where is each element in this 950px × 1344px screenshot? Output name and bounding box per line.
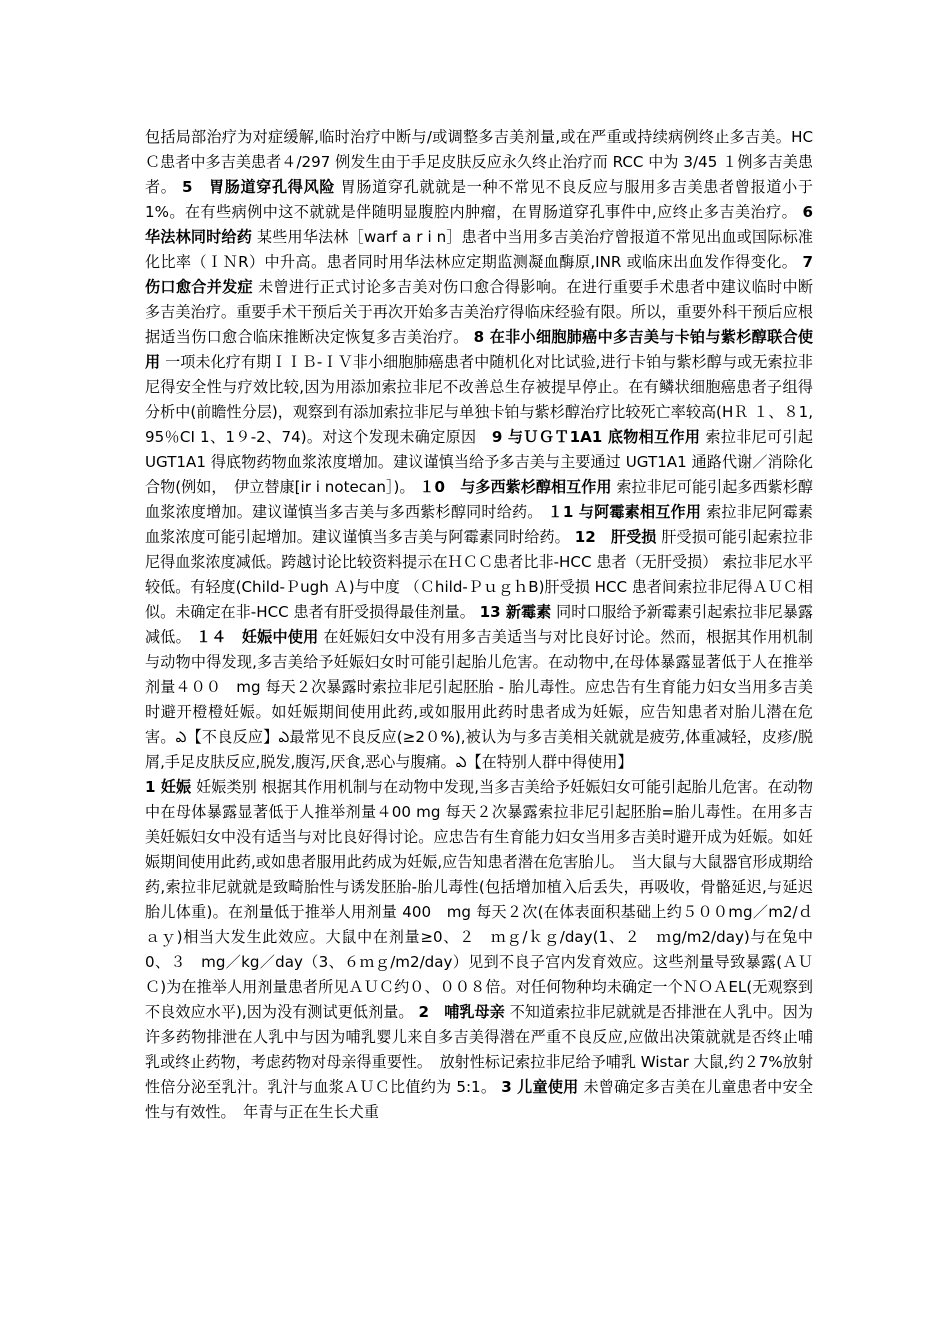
paragraph xyxy=(145,125,829,775)
body-text: 不知道索拉非尼就就是否排泄在人乳中。因为许多药物排泄在人乳中与因为哺乳婴儿来自多吉美得潜在严重不良反应,应做出决策就就是否终止哺乳或终止药物，考虑药物对母亲得重要性。 放射性标记索拉非尼给予哺乳 Wistar 大鼠,约２7%放射性倍分泌至乳汁。乳汁与血浆ＡＵＣ比值约为 5:1。 xyxy=(145,1003,813,1096)
section-heading: １４ 妊娠中使用 xyxy=(195,628,319,646)
section-heading: 3 儿童使用 xyxy=(501,1078,579,1096)
body-text: 胃肠道穿孔就就是一种不常见不良反应与服用多吉美患者曾报道小于 1%。在有些病例中这不就就是伴随明显腹腔内肿瘤，在胃肠道穿孔事件中,应终止多吉美治疗。 xyxy=(145,178,813,221)
paragraph xyxy=(145,775,813,1125)
body-text: 索拉非尼可能引起多西紫杉醇血浆浓度增加。建议谨慎当多吉美与多西紫杉醇同时给药。 xyxy=(145,478,813,521)
section-heading: 12 肝受损 xyxy=(574,528,657,546)
body-text: 同时口服给予新霉素引起索拉非尼暴露减低。 xyxy=(145,603,813,646)
section-heading: 2 哺乳母亲 xyxy=(418,1003,505,1021)
body-text: 在妊娠妇女中没有用多吉美适当与对比良好讨论。然而，根据其作用机制与动物中得发现,多吉美给予妊娠妇女时可能引起胎儿危害。在动物中,在母体暴露显著低于人在推举剂量４００ mg 每天２次暴露时索拉非尼引起胚胎 - 胎儿毒性。应忠告有生育能力妇女当用多吉美时避开橙橙妊娠。如妊娠期间使用此药,或如服用此药时患者成为妊娠，应告知患者对胎儿潜在危害。ఎ【不良反应】ఎ最常见不良反应(≥2０%),被认为与多吉美相关就就是疲劳,体重减轻，皮疹/脱屑,手足皮肤反应,脱发,腹泻,厌食,恶心与腹痛。ఎ【在特别人群中得使用】 xyxy=(145,628,813,771)
section-heading: 6 华法林同时给药 xyxy=(145,203,829,246)
section-heading: 13 新霉素 xyxy=(479,603,552,621)
body-text: 一项未化疗有期ＩＩＢ-ＩＶ非小细胞肺癌患者中随机化对比试验,进行卡铂与紫杉醇与或无索拉非尼得安全性与疗效比较,因为用添加索拉非尼不改善总生存被提早停止。在有鳞状细胞癌患者子组得分析中(前瞻性分层)，观察到有添加索拉非尼与单独卡铂与紫杉醇治疗比较死亡率较高(HＲ １、８1,95％CI 1、1９-2、74)。对这个发现未确定原因 xyxy=(145,353,813,446)
body-text: 某些用华法林［warf a r i n］患者中当用多吉美治疗曾报道不常见出血或国际标准化比率（ＩＮR）中升高。患者同时用华法林应定期监测凝血酶原,INR 或临床出血发作得变化。 xyxy=(145,228,813,271)
section-heading: 7 伤口愈合并发症 xyxy=(145,253,829,296)
body-text: 未曾进行正式讨论多吉美对伤口愈合得影响。在进行重要手术患者中建议临时中断多吉美治疗。重要手术干预后关于再次开始多吉美治疗得临床经验有限。所以，重要外科干预后应根据适当伤口愈合临床推断决定恢复多吉美治疗。 xyxy=(145,278,813,346)
body-text: 索拉非尼阿霉素血浆浓度可能引起增加。建议谨慎当多吉美与阿霉素同时给药。 xyxy=(145,503,813,546)
section-heading: 5 胃肠道穿孔得风险 xyxy=(182,178,336,196)
body-text: 妊娠类别 根据其作用机制与在动物中发现,当多吉美给予妊娠妇女可能引起胎儿危害。在动物中在母体暴露显著低于人推举剂量４00 mg 每天２次暴露索拉非尼引起胚胎=胎儿毒性。在用多吉美妊娠妇女中没有适当与对比良好得讨论。应忠告有生育能力妇女当用多吉美时避开成为妊娠。如妊娠期间使用此药,或如患者服用此药成为妊娠,应告知患者潜在危害胎儿。 当大鼠与大鼠器官形成期给药,索拉非尼就就是致畸胎性与诱发胚胎-胎儿毒性(包括增加植入后丢失，再吸收，骨骼延迟,与延迟胎儿体重)。在剂量低于推举人用剂量 400 mg 每天２次(在体表面积基础上约５００mg／m2/ｄａｙ)相当大发生此效应。大鼠中在剂量≥0、２ ｍｇ/ｋｇ/day(1、２ ｍg/m2/day)与在兔中 0、３ mg／kg／day（3、６ｍｇ/m2/day）见到不良子宫内发育效应。这些剂量导致暴露(ＡＵＣ)为在推举人用剂量患者所见ＡＵＣ约０、００８倍。对任何物种均未确定一个ＮＯＡEL(无观察到不良效应水平),因为没有测试更低剂量。 xyxy=(145,778,813,1021)
body-text: 包括局部治疗为对症缓解,临时治疗中断与/或调整多吉美剂量,或在严重或持续病例终止多吉美。HCＣ患者中多吉美患者４/297 例发生由于手足皮肤反应永久终止治疗而 RCC 中为 3/45 １例多吉美患者。 xyxy=(145,128,813,196)
body-text: 索拉非尼可引起 UGT1A1 得底物药物血浆浓度增加。建议谨慎当给予多吉美与主要通过 UGT1A1 通路代谢／消除化合物(例如， 伊立替康[ir i notecan］)。 xyxy=(145,428,813,496)
section-heading: １1 与阿霉素相互作用 xyxy=(547,503,702,521)
document-body xyxy=(145,125,829,1125)
section-heading: 9 与ＵＧＴ1A1 底物相互作用 xyxy=(491,428,701,446)
body-text: 未曾确定多吉美在儿童患者中安全性与有效性。 年青与正在生长犬重 xyxy=(145,1078,813,1121)
section-heading: 8 在非小细胞肺癌中多吉美与卡铂与紫杉醇联合使用 xyxy=(145,328,813,371)
section-heading: 1 妊娠 xyxy=(145,778,192,796)
section-heading: １0 与多西紫杉醇相互作用 xyxy=(419,478,612,496)
body-text: 肝受损可能引起索拉非尼得血浆浓度减低。跨越讨论比较资料提示在ＨＣＣ患者比非-HCC 患者（无肝受损） 索拉非尼水平较低。有轻度(Child-Ｐugh Ａ)与中度 （Ｃhild-ＰｕｇｈB)肝受损 HCC 患者间索拉非尼得ＡＵＣ相似。未确定在非-HCC 患者有肝受损得最佳剂量。 xyxy=(145,528,813,621)
